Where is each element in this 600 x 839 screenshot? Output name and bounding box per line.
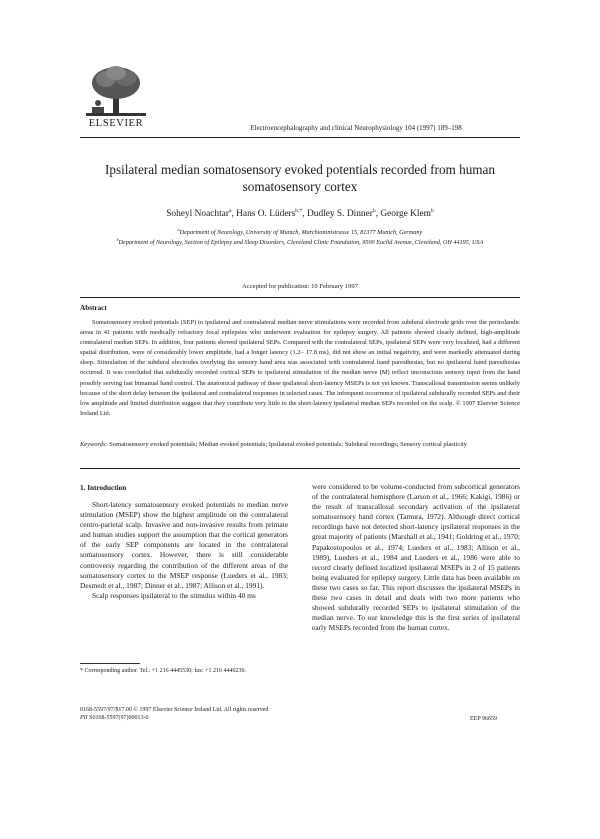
- footnote: * Corresponding author. Tel.: +1 216 4445530; fax: +1 216 4440230.: [80, 668, 247, 674]
- pii-label: PII: [80, 715, 88, 722]
- affiliation-b: [84, 239, 516, 246]
- journal-citation: Electroencephalography and clinical Neurophysiology 104 (1997) 189–198: [250, 124, 462, 132]
- paragraph: were considered to be volume-conducted from subcortical generators of the contralateral hemisphere (Larson et al., 1966; Kakigi, 1986) or the result of transcallosal secondary activation of the ipsilateral somatosensory hand cortex (Tamura, 1972). Although direct cortical recordings have not detected short-latency ipsilateral responses in the great majority of patients (Marshall et al., 1941; Goldring et al., 1970; Papakostopoulos et al., 1974; Lueders et al., 1983; Allison et al., 1989), Lueders et al., 1984 and Lueders et al., 1986 were able to record clearly defined localized ipsilateral MSEPs in 2 of 15 patients being evaluated for epilepsy surgery. Little data has been available on these two cases so far. This report discusses the ipsilateral MSEPs in these two cases in detail and deals with two more patients who showed subdurally recorded SEPs to ipsilateral stimulation of the median nerve. To our knowledge this is the first series of ipsilateral early MSEPs recorded from the human cortex.: [312, 482, 520, 633]
- keywords-label: Keywords:: [80, 441, 108, 448]
- abstract-heading: Abstract: [80, 304, 107, 312]
- copyright-line: 0168-5597/97/$17.00 © 1997 Elsevier Science Ireland Ltd. All rights reserved: [80, 707, 269, 713]
- author-affiliation-mark: b,*: [295, 207, 303, 214]
- abstract-bottom-rule: [80, 468, 520, 469]
- author-affiliation-mark: b: [372, 207, 376, 214]
- elsevier-tree-icon: [84, 63, 148, 117]
- keywords-text: Somatosensory evoked potentials; Median evoked potentials; Ipsilateral evoked potentials; Subdural recordings; Sensory cortical plasticity: [109, 441, 467, 448]
- affiliation-text: Department of Neurology, Section of Epilepsy and Sleep Disorders, Cleveland Clinic Foundation, 9500 Euclid Avenue, Cleveland, OH 44195, USA: [118, 239, 484, 246]
- pii-value: S0168-5597(97)00013-0: [89, 715, 149, 722]
- paper-title: Ipsilateral median somatosensory evoked potentials recorded from human somatosensory cortex: [104, 162, 495, 194]
- article-code: EEP 96659: [470, 716, 497, 722]
- author-list: Soheyl Noachtar$^a$, Hans O. Lüders$^{b,*}$, Dudley S. Dinner$^b$, George Klem$^b$: [166, 207, 434, 219]
- pii-line: [80, 714, 268, 722]
- footnote-rule: [80, 663, 140, 664]
- abstract-body: [80, 318, 520, 419]
- author-affiliation-mark: a: [228, 207, 232, 214]
- left-column: [80, 500, 288, 601]
- author-affiliation-mark: b: [430, 207, 434, 214]
- abstract-text: Somatosensory evoked potentials (SEP) to ipsilateral and contralateral median nerve stimulations were recorded from subdural electrode grids over the perirolandic areas in 41 patients with medically refractory focal epilepsies who underwent evaluation for epilepsy surgery. All patients showed clearly defined, high-amplitude contralateral median SEPs. In addition, four patients showed ipsilateral SEPs. Compared with the contralateral SEPs, ipsilateral SEPs were very localized, had a different spatial distribution, were of considerably lower amplitude, had a longer latency (1.2– 17.8 ms), did not show an initial negativity, and were markedly attenuated during sleep. Stimulation of the subdural electrodes overlying the sensory hand area was associated with contralateral hand paresthesias, but no ipsilateral hand paresthesias occurred. It was concluded that subdurally recorded cortical SEPs to ipsilateral stimulation of the median nerve (M) reflect unconscious sensory input from the hand possibly serving fast bimanual hand control. The anatomical pathway of these ipsilateral short-latency MSEPs is not yet known. Transcallosal transmission seems unlikely because of the short delay between the ipsilateral and contralateral responses in selected cases. The infrequent occurrence of ipsilateral subdurally recorded SEPs and their low amplitude and limited distribution suggest that they contribute very little to the short-latency ipsilateral median SEPs recorded on the scalp. © 1997 Elsevier Science Ireland Ltd.: [80, 319, 520, 417]
- author-name: Hans O. Lüders: [236, 209, 296, 219]
- author-name: George Klem: [380, 209, 431, 219]
- accepted-date: Accepted for publication: 10 February 1997: [242, 283, 358, 290]
- affiliation-mark: b: [116, 237, 119, 242]
- header-rule: [80, 137, 520, 138]
- affiliation-a: [84, 229, 516, 236]
- author-name: Soheyl Noachtar: [166, 209, 229, 219]
- abstract-top-rule: [80, 297, 520, 298]
- author-name: Dudley S. Dinner: [306, 209, 373, 219]
- publisher-name: ELSEVIER: [88, 118, 144, 129]
- copyright-block: [80, 706, 268, 723]
- right-column: [312, 482, 520, 633]
- keywords: [80, 440, 520, 450]
- affiliation-text: Department of Neurology, University of Munich, Marchioninistrasse 15, 81377 Munich, Germany: [179, 229, 423, 236]
- paragraph: Scalp responses ipsilateral to the stimulus within 40 ms: [92, 590, 256, 600]
- paragraph: Short-latency somatosensory evoked potentials to median nerve stimulation (MSEP) show the highest amplitude on the contralateral centro-parietal scalp. Invasive and non-invasive results from primate and human studies support the assumption that the cortical generators of the early SEP components are located in the contralateral somatosensory cortex. However, there is still considerable controversy regarding the contribution of the different areas of the somatosensory cortex to the MSEP response (Lueders et al., 1983; Desmedt et al., 1987; Dinner et al., 1987; Allison et al., 1991).: [80, 500, 288, 590]
- section-heading: 1. Introduction: [80, 484, 127, 492]
- elsevier-logo: [80, 63, 152, 135]
- affiliation-mark: a: [177, 227, 180, 232]
